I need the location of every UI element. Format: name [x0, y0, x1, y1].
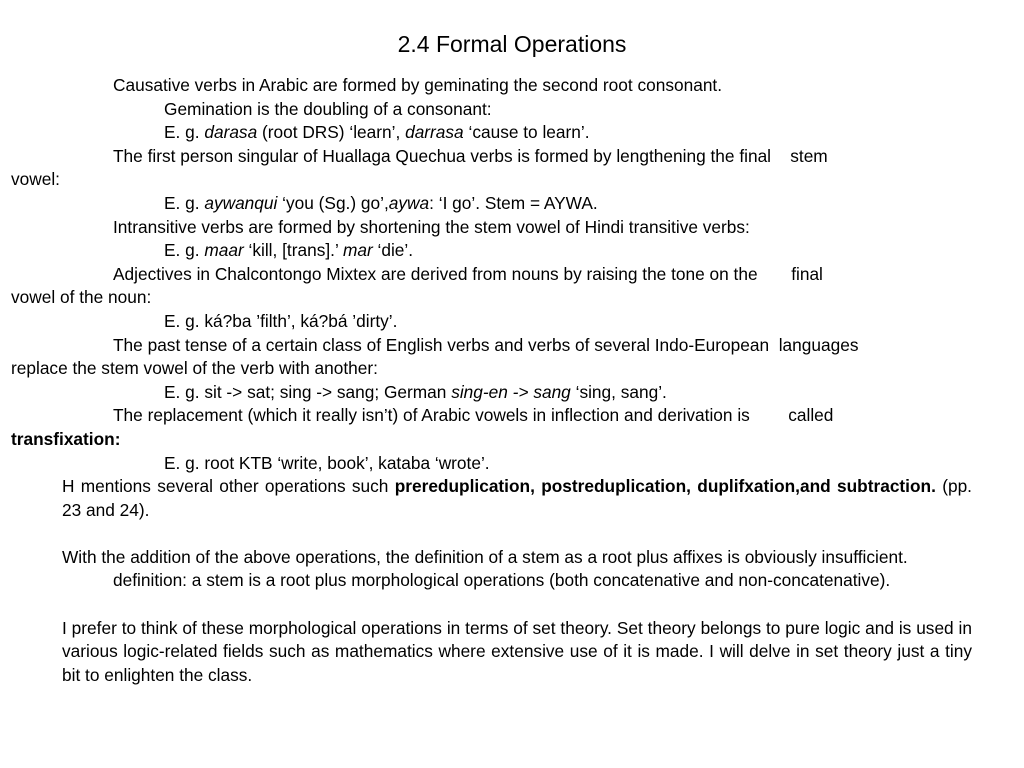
paragraph-other-operations: H mentions several other operations such prereduplication, postreduplication, duplifxation,and subtraction. (pp. 23 and 24).: [62, 476, 972, 520]
paragraph-gemination: Gemination is the doubling of a consonant:: [164, 98, 492, 119]
paragraph-causative: Causative verbs in Arabic are formed by geminating the second root consonant.: [113, 75, 723, 95]
paragraph-definition: definition: a stem is a root plus morphological operations (both concatenative and non-concatenative).: [113, 570, 891, 591]
example-arabic: E. g. darasa (root DRS) ‘learn’, darrasa ‘cause to learn’.: [164, 122, 590, 143]
example-english: E. g. sit -> sat; sing -> sang; German sing-en -> sang ‘sing, sang’.: [164, 381, 667, 402]
example-ktb: E. g. root KTB ‘write, book’, kataba ‘wrote’.: [164, 452, 490, 473]
paragraph-set-theory: I prefer to think of these morphological operations in terms of set theory. Set theory belongs to pure logic and is used in various logic-related fields such as mathematics where extensive use of it is made. I will delve in set theory just a tiny bit to enlighten the class.: [62, 617, 972, 685]
paragraph-hindi: Intransitive verbs are formed by shortening the stem vowel of Hindi transitive verbs:: [113, 216, 750, 237]
spacer: [62, 593, 972, 617]
example-quechua: E. g. aywanqui ‘you (Sg.) go’,aywa: ‘I go’. Stem = AYWA.: [164, 192, 598, 213]
paragraph-english: The past tense of a certain class of English verbs and verbs of several Indo-European languages replace the stem vowel of the verb with another:: [11, 334, 859, 379]
spacer: [62, 522, 972, 546]
paragraph-quechua: The first person singular of Huallaga Quechua verbs is formed by lengthening the final stem vowel:: [11, 145, 828, 190]
paragraph-mixtec: Adjectives in Chalcontongo Mixtex are derived from nouns by raising the tone on the final vowel of the noun:: [11, 263, 823, 308]
paragraph-definition-intro: With the addition of the above operations, the definition of a stem as a root plus affixes is obviously insufficient.: [62, 546, 908, 567]
example-hindi: E. g. maar ‘kill, [trans].’ mar ‘die’.: [164, 240, 414, 261]
slide-title: 2.4 Formal Operations: [397, 31, 627, 57]
paragraph-transfixation: The replacement (which it really isn’t) of Arabic vowels in inflection and derivation is called transfixation:: [11, 405, 834, 449]
slide-body: [11, 74, 972, 687]
example-mixtec: E. g. ká?ba ’filth’, ká?bá ’dirty’.: [164, 310, 398, 331]
